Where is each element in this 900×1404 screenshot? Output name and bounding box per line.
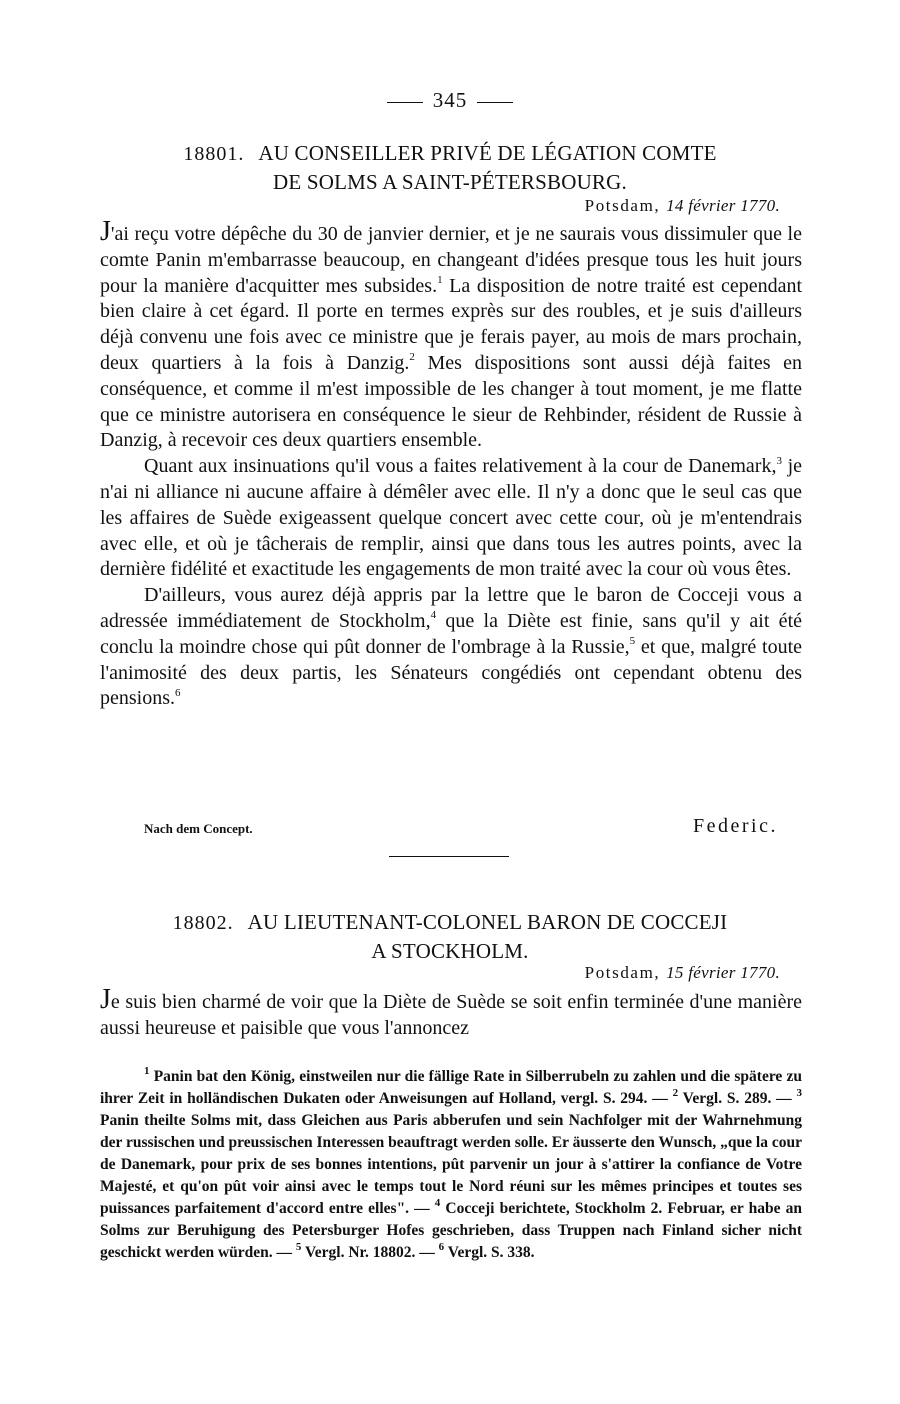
- letter-date: 14 février 1770.: [666, 196, 780, 215]
- footnote-marker: 2: [672, 1086, 679, 1099]
- letter-number: 18801.: [183, 143, 245, 165]
- paragraph-text: je n'ai ni alliance ni aucune affaire à démêler avec elle. Il n'y a donc que le seul cas que les affaires de Suède exigeassent quelque concert avec cette cour, où je m'entendrais avec elle, et où je tâcherais de remplir, ainsi que dans tous les autres points, avec la dernière fidélité et exactitude les engagements de mon traité avec la cour où vous êtes.: [100, 455, 803, 581]
- source-note: Nach dem Concept.: [144, 821, 253, 836]
- paragraph: [100, 454, 802, 583]
- paragraph-text: 'ai reçu votre dépêche du 30 de janvier dernier, et je ne saurais vous dissimuler que le comte Panin m'embarrasse beaucoup, en changeant d'idées presque tous les huit jours pour la manière d'acquitter mes subsides.: [100, 223, 802, 297]
- footnote-text: Vergl. S. 289. —: [678, 1090, 797, 1107]
- letter-number: 18802.: [172, 912, 234, 934]
- letter-heading-18802: [100, 908, 800, 965]
- footnote-marker: 3: [796, 1086, 802, 1099]
- letter-dateline: [585, 963, 780, 983]
- letter-body: [100, 216, 803, 712]
- signature: Federic.: [693, 815, 778, 837]
- footnote-marker: 1: [437, 273, 443, 286]
- drop-cap: J: [100, 216, 111, 247]
- paragraph: [100, 583, 802, 712]
- footnote-marker: 4: [434, 1196, 441, 1209]
- footnote-marker: 4: [430, 609, 437, 622]
- paragraph-text: Mes dispositions sont aussi déjà faites en conséquence, et comme il m'est impossible de les changer à tout moment, je me flatte que ce ministre autorisera en conséquence le sieur de Rehbinder, résident de Russie à Danzig, à recevoir ces deux quartiers ensemble.: [100, 351, 803, 452]
- letter-title-line2: DE SOLMS A SAINT-PÉTERSBOURG.: [273, 170, 627, 194]
- letter-date: 15 février 1770.: [666, 963, 780, 982]
- footnote-block: [100, 1066, 802, 1264]
- footnote-text: Vergl. S. 338.: [444, 1244, 535, 1261]
- footnote-marker: 5: [295, 1240, 302, 1253]
- paragraph-text: Quant aux insinuations qu'il vous a faites relativement à la cour de Danemark,: [144, 455, 777, 478]
- letter-place: Potsdam,: [584, 196, 661, 215]
- letter-heading-18801: [100, 139, 800, 196]
- letter-place: Potsdam,: [584, 963, 661, 982]
- footnote-marker: 6: [175, 686, 181, 699]
- page-number-value: 345: [432, 88, 468, 112]
- section-divider: [389, 856, 509, 857]
- footnotes: [100, 1066, 802, 1264]
- letter-heading-line1: [100, 139, 800, 168]
- paragraph: [100, 216, 803, 454]
- footnote-text: Panin bat den König, einstweilen nur die fällige Rate in Silberrubeln zu zahlen und die spätere zu ihrer Zeit in holländischen Dukaten oder Anweisungen auf Holland, vergl. S. 294. —: [100, 1068, 802, 1107]
- footnote-text: Cocceji berichtete, Stockholm 2. Februar, er habe an Solms zur Beruhigung des Petersburger Hofes geschrieben, dass Truppen nach Finland sicher nicht geschickt werden würden. —: [100, 1200, 802, 1261]
- letter-title-line2: A STOCKHOLM.: [371, 939, 529, 963]
- paragraph-text: que la Diète est finie, sans qu'il y ait été conclu la moindre chose qui pût donner de l'ombrage à la Russie,: [100, 609, 802, 658]
- letter-body: [100, 984, 802, 1042]
- letter-dateline: [585, 196, 780, 216]
- paragraph-text: D'ailleurs, vous aurez déjà appris par la lettre que le baron de Cocceji vous a adressée immédiatement de Stockholm,: [100, 584, 802, 632]
- paragraph-text: et que, malgré toute l'animosité des deux partis, les Sénateurs congédiés ont cependant obtenu des pensions.: [100, 635, 802, 710]
- paragraph-text: La disposition de notre traité est cependant bien claire à cet égard. Il porte en termes exprès sur des roubles, et je suis d'ailleurs déjà convenu une fois avec ce ministre que je ferais payer, au mois de mars prochain, deux quartiers à la fois à Danzig.: [100, 274, 803, 374]
- paragraph-text: e suis bien charmé de voir que la Diète de Suède se soit enfin terminée d'une manière aussi heureuse et paisible que vous l'annoncez: [100, 991, 802, 1039]
- drop-cap: J: [100, 984, 111, 1015]
- footnote-marker: 2: [409, 351, 415, 364]
- footnote-marker: 3: [776, 454, 782, 467]
- footnote-marker: 6: [438, 1240, 445, 1253]
- footnote-marker: 1: [144, 1064, 150, 1077]
- footnote-text: Panin theilte Solms mit, dass Gleichen aus Paris abberufen und sein Nachfolger mit der Wahrnehmung der russischen und preussischen Interessen beauftragt werden solle. Er äusserte den Wunsch, „que la cour de Danemark, pour prix de ses bonnes intentions, pût parvenir un jour à s'attirer la confiance de Votre Majesté, et qu'on pût voir ainsi avec le temps tout le Nord réuni sur les mêmes principes et toutes ses puissances parfaitement d'accord entre elles". —: [100, 1112, 802, 1217]
- letter-title-line1: AU CONSEILLER PRIVÉ DE LÉGATION COMTE: [258, 141, 717, 165]
- letter-heading-line1: [100, 908, 800, 937]
- footnote-text: Vergl. Nr. 18802. —: [301, 1244, 439, 1261]
- page-number: [0, 88, 900, 113]
- letter-title-line1: AU LIEUTENANT-COLONEL BARON DE COCCEJI: [247, 910, 728, 934]
- footnote-marker: 5: [629, 635, 636, 648]
- page-number-dash-left: [387, 102, 423, 103]
- page-number-dash-right: [477, 102, 513, 103]
- paragraph: [100, 984, 802, 1042]
